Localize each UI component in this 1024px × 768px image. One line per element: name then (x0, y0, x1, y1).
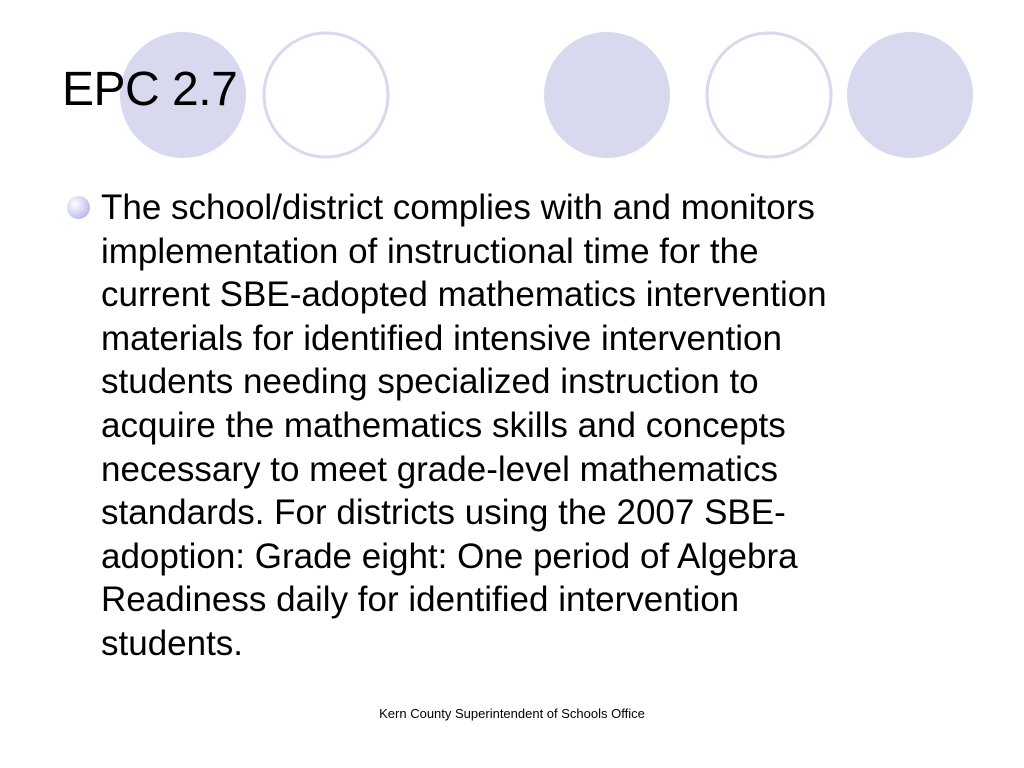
bullet-item (66, 186, 946, 666)
circle-bullet-icon (66, 195, 91, 220)
bullet-text: The school/district complies with and monitors implementation of instructional time for the current SBE-adopted mathematics intervention materials for identified intensive intervention students needing specialized instruction to acquire the mathematics skills and concepts necessary to meet grade-level mathematics standards. For districts using the 2007 SBE- adoption: Grade eight: One period of Algebra Readiness daily for identified intervention students. (101, 188, 827, 663)
outline-circle-2 (707, 33, 831, 157)
footer-text: Kern County Superintendent of Schools Office (379, 706, 645, 721)
bullet-list (66, 186, 946, 666)
slide-title: EPC 2.7 (62, 63, 238, 116)
outline-circle-1 (264, 33, 388, 157)
filled-circle-2 (544, 32, 670, 158)
filled-circle-3 (847, 32, 973, 158)
